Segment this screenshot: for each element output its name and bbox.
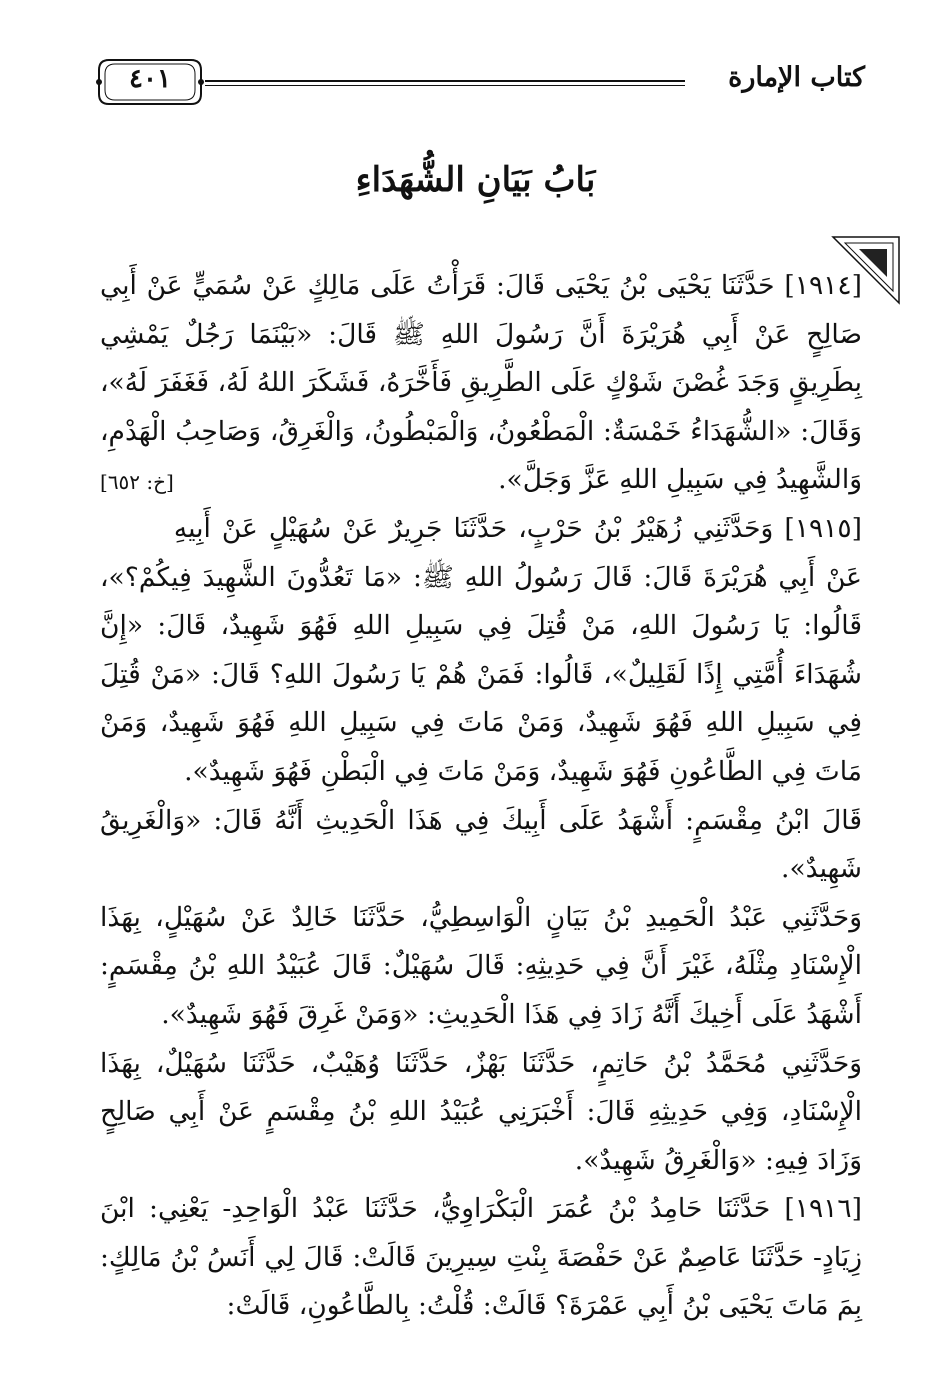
paragraph-hatim [100,1040,862,1186]
paragraph-wasiti [100,894,862,1040]
page-number: ٤٠١ [129,64,171,94]
page-header [95,56,865,116]
main-text [100,262,862,1331]
hadith-text: [١٩١٦] حَدَّثَنَا حَامِدُ بْنُ عُمَرَ الْبَكْرَاوِيُّ، حَدَّثَنَا عَبْدُ الْوَاحِدِ- يَعْنِي: ابْنَ زِيَادٍ- حَدَّثَنَا عَاصِمٌ عَنْ حَفْصَةَ بِنْتِ سِيرِينَ قَالَتْ: قَالَ لِي أَنَسُ بْنُ مَالِكٍ: بِمَ مَاتَ يَحْيَى بْنُ أَبِي عَمْرَةَ؟ قَالَتْ: قُلْتُ: بِالطَّاعُونِ، قَالَتْ: [100,1193,862,1322]
hadith-text: [١٩١٥] وَحَدَّثَنِي زُهَيْرُ بْنُ حَرْبٍ، حَدَّثَنَا جَرِيرٌ عَنْ سُهَيْلٍ عَنْ أَبِيهِ عَنْ أَبِي هُرَيْرَةَ قَالَ: قَالَ رَسُولُ اللهِ ﷺ: «مَا تَعُدُّونَ الشَّهِيدَ فِيكُمْ؟»، قَالُوا: يَا رَسُولَ اللهِ، مَنْ قُتِلَ فِي سَبِيلِ اللهِ فَهُوَ شَهِيدٌ، قَالَ: «إِنَّ شُهَدَاءَ أُمَّتِي إِذًا لَقَلِيلٌ»، قَالُوا: فَمَنْ هُمْ يَا رَسُولَ اللهِ؟ قَالَ: «مَنْ قُتِلَ فِي سَبِيلِ اللهِ فَهُوَ شَهِيدٌ، وَمَنْ مَاتَ فِي سَبِيلِ اللهِ فَهُوَ شَهِيدٌ، وَمَنْ مَاتَ فِي الطَّاعُونِ فَهُوَ شَهِيدٌ، وَمَنْ مَاتَ فِي الْبَطْنِ فَهُوَ شَهِيدٌ». [100,512,862,787]
hadith-text: وَحَدَّثَنِي عَبْدُ الْحَمِيدِ بْنُ بَيَانٍ الْوَاسِطِيُّ، حَدَّثَنَا خَالِدٌ عَنْ سُهَيْلٍ، بِهَذَا الْإِسْنَادِ مِثْلَهُ، غَيْرَ أَنَّ فِي حَدِيثِهِ: قَالَ سُهَيْلٌ: قَالَ عُبَيْدُ اللهِ بْنُ مِقْسَمٍ: أَشْهَدُ عَلَى أَخِيكَ أَنَّهُ زَادَ فِي هَذَا الْحَدِيثِ: «وَمَنْ غَرِقَ فَهُوَ شَهِيدٌ». [100,901,862,1030]
hadith-text: قَالَ ابْنُ مِقْسَمٍ: أَشْهَدُ عَلَى أَبِيكَ فِي هَذَا الْحَدِيثِ أَنَّهُ قَالَ: «وَالْغَرِيقُ شَهِيدٌ». [100,804,862,885]
paragraph-ibn-miqsam [100,797,862,894]
page-number-frame [95,56,205,108]
running-title: كتاب الإمارة [728,62,865,93]
header-rule [205,80,685,86]
paragraph-1914 [100,262,862,505]
paragraph-1915 [100,505,862,797]
paragraph-1916 [100,1185,862,1331]
chapter-title: بَابُ بَيَانِ الشُّهَدَاءِ [355,160,596,200]
cross-reference: [خ: ٦٥٢] [100,470,174,495]
hadith-text: وَحَدَّثَنِي مُحَمَّدُ بْنُ حَاتِمٍ، حَدَّثَنَا بَهْزٌ، حَدَّثَنَا وُهَيْبٌ، حَدَّثَنَا سُهَيْلٌ، بِهَذَا الْإِسْنَادِ، وَفِي حَدِيثِهِ قَالَ: أَخْبَرَنِي عُبَيْدُ اللهِ بْنُ مِقْسَمٍ عَنْ أَبِي صَالِحٍ وَزَادَ فِيهِ: «وَالْغَرِقُ شَهِيدٌ». [100,1047,862,1176]
hadith-text: [١٩١٤] حَدَّثَنَا يَحْيَى بْنُ يَحْيَى قَالَ: قَرَأْتُ عَلَى مَالِكٍ عَنْ سُمَيٍّ عَنْ أَبِي صَالِحٍ عَنْ أَبِي هُرَيْرَةَ أَنَّ رَسُولَ اللهِ ﷺ قَالَ: «بَيْنَمَا رَجُلٌ يَمْشِي بِطَرِيقٍ وَجَدَ غُصْنَ شَوْكٍ عَلَى الطَّرِيقِ فَأَخَّرَهُ، فَشَكَرَ اللهُ لَهُ، فَغَفَرَ لَهُ»، وَقَالَ: «الشُّهَدَاءُ خَمْسَةٌ: الْمَطْعُونُ، وَالْمَبْطُونُ، وَالْغَرِقُ، وَصَاحِبُ الْهَدْمِ، وَالشَّهِيدُ فِي سَبِيلِ اللهِ عَزَّ وَجَلَّ». [100,270,862,496]
